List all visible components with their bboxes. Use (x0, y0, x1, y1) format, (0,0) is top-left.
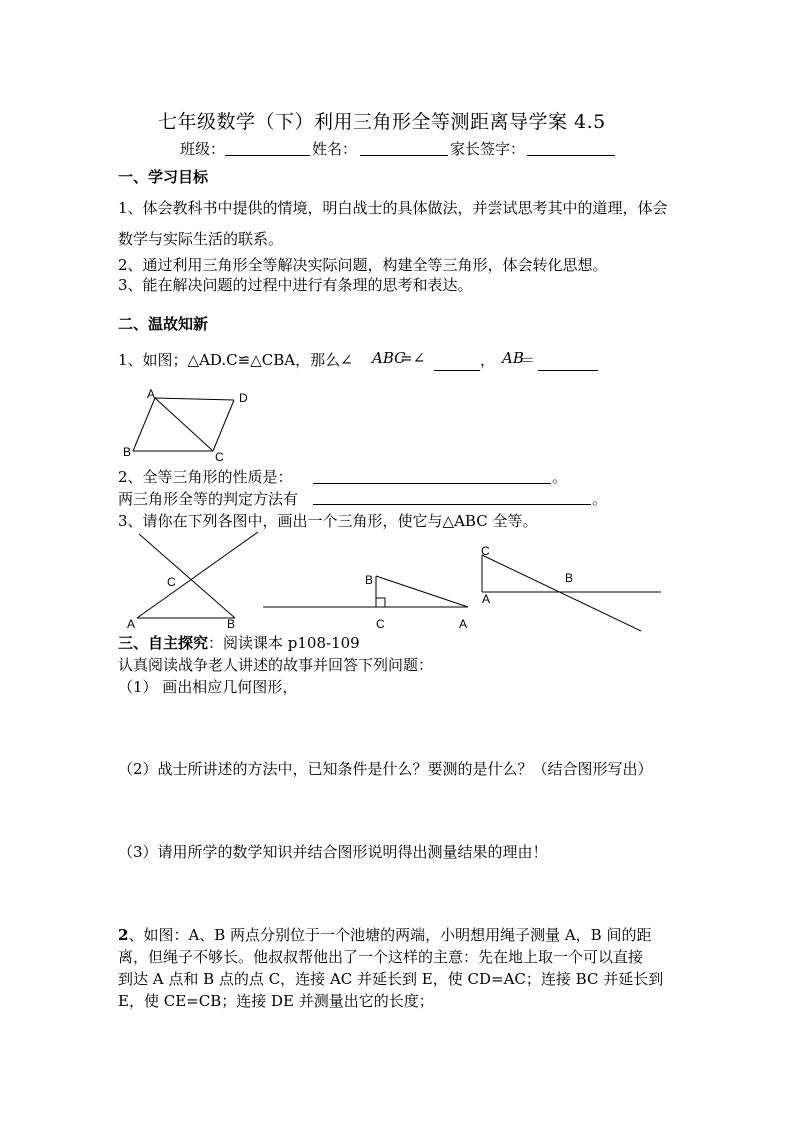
figure1-parallelogram (133, 398, 234, 451)
fig4-label-c: C (481, 544, 490, 558)
fig3-label-a: A (459, 617, 468, 631)
section3-heading-suffix: ：阅读课本 p108-109 (208, 634, 360, 652)
q2-line1: 2、全等三角形的性质是： (118, 468, 293, 486)
section3-q1: （1） 画出相应几何图形， (118, 678, 298, 696)
section3-q3: （3）请用所学的数学知识并结合图形说明得出测量结果的理由！ (118, 843, 548, 861)
q1-angle-abc: ABC (372, 349, 406, 367)
parent-sign-label: 家长签字： (450, 140, 526, 158)
section3-intro: 认真阅读战争老人讲述的故事并回答下列问题： (118, 656, 434, 674)
fig1-label-b: B (123, 445, 132, 459)
problem2-line1 (118, 924, 651, 945)
goal1-line1: 1、体会教科书中提供的情境，明白战士的具体做法，并尝试思考其中的道理，体会 (118, 199, 668, 217)
fig1-label-c: C (215, 450, 224, 464)
q2-line2: 两三角形全等的判定方法有 (118, 490, 299, 508)
q1-eq: ＝ (520, 351, 536, 369)
q2-line2-end: 。 (592, 490, 608, 508)
page-title: 七年级数学（下）利用三角形全等测距离导学案 4.5 (158, 111, 606, 133)
problem2-number: 2 (118, 926, 129, 944)
q3: 3、请你在下列各图中，画出一个三角形，使它与△ABC 全等。 (118, 512, 538, 530)
q2-line1-end: 。 (552, 468, 568, 486)
section2-heading: 二、温故知新 (118, 315, 209, 333)
problem2-line3: 到达 A 点和 B 点的点 C，连接 AC 并延长到 E，使 CD=AC；连接 BC 并延长到 (118, 970, 664, 988)
section3-heading-line (118, 632, 360, 653)
fig2-label-b: B (227, 617, 236, 631)
problem2-line1-text: 、如图：A、B 两点分别位于一个池塘的两端，小明想用绳子测量 A，B 间的距 (128, 926, 652, 944)
goal2: 2、通过利用三角形全等解决实际问题，构建全等三角形，体会转化思想。 (118, 256, 608, 274)
fig3-label-b: B (365, 573, 374, 587)
q1-comma: ， (480, 351, 496, 369)
section3-q2: （2）战士所讲述的方法中，已知条件是什么？要测的是什么？（结合图形写出） (118, 760, 653, 778)
q1-ab: AB (502, 349, 524, 367)
section1-heading: 一、学习目标 (118, 168, 209, 186)
name-label: 姓名： (312, 140, 358, 158)
figure4-triangle (482, 555, 661, 631)
fig1-label-d: D (239, 391, 248, 405)
fig2-label-a: A (127, 617, 136, 631)
fig4-label-a: A (482, 592, 491, 606)
problem2-line4: E，使 CE=CB；连接 DE 并测量出它的长度； (118, 992, 434, 1010)
q1-prefix: 1、如图；△AD.C≌△CBA，那么∠ (118, 351, 353, 369)
fig4-label-b: B (565, 571, 574, 585)
fig2-label-c: C (167, 575, 176, 589)
fig1-label-a: A (147, 387, 156, 401)
class-label: 班级： (180, 140, 226, 158)
q1-equals-angle: =∠ (400, 349, 426, 367)
fig3-label-c: C (376, 617, 385, 631)
problem2-line2: 离，但绳子不够长。他叔叔帮他出了一个这样的主意：先在地上取一个可以直接 (118, 948, 644, 966)
goal1-line2: 数学与实际生活的联系。 (118, 230, 284, 248)
goal3: 3、能在解决问题的过程中进行有条理的思考和表达。 (118, 276, 473, 294)
section3-heading: 三、自主探究 (118, 634, 209, 652)
figure2-crossing-lines (137, 532, 258, 618)
